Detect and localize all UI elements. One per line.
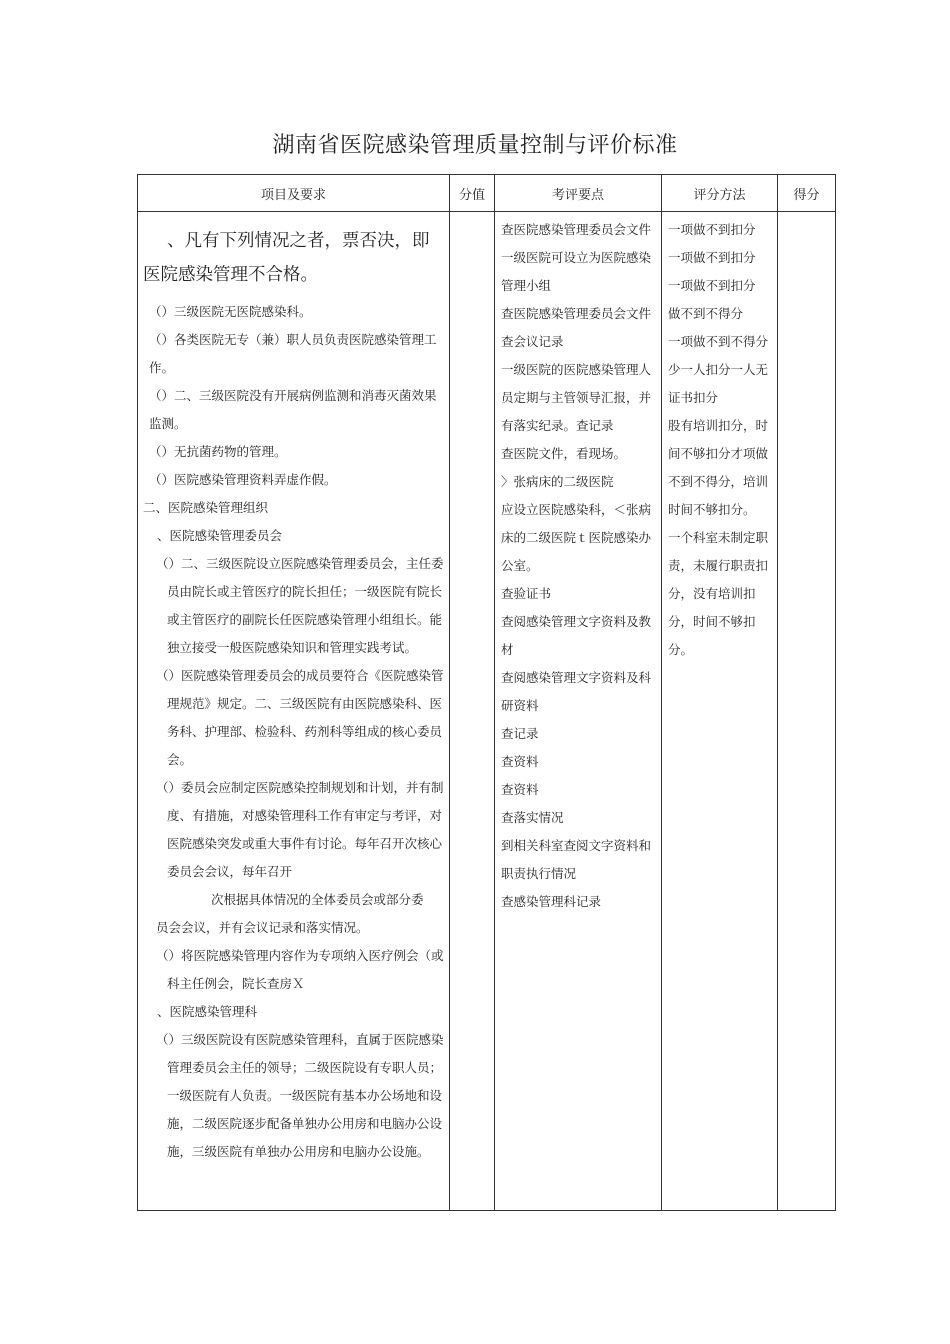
key-point-item: 〉张病床的二级医院	[501, 474, 614, 489]
scoring-methods-list	[662, 212, 777, 664]
requirement-item: 、医院感染管理科	[157, 1004, 258, 1019]
requirement-item: （）将医院感染管理内容作为专项纳入医疗例会（或科主任例会，院长查房Ｘ	[156, 948, 444, 991]
key-points-cell	[495, 212, 662, 1211]
key-point-item: 到相关科室查阅文字资料和职责执行情况	[501, 838, 652, 881]
score-cell	[778, 212, 836, 1211]
evaluation-table	[137, 174, 836, 1211]
items-cell	[138, 212, 450, 1211]
header-score: 得分	[778, 175, 836, 212]
header-scoring-method: 评分方法	[662, 175, 778, 212]
key-point-item: 查医院感染管理委员会文件	[501, 222, 652, 237]
key-point-item: 查会议记录	[501, 334, 564, 349]
requirement-item: （）三级医院无医院感染科。	[149, 304, 312, 319]
requirement-item: 、医院感染管理委员会	[157, 528, 283, 543]
scoring-method-item: 股有培训扣分，时间不够扣分才项做不到不得分，培训时间不够扣分。	[668, 418, 769, 517]
key-point-item: 应设立医院感染科，＜张病床的二级医院ｔ医院感染办公室。	[501, 502, 652, 573]
key-point-item: 查资料	[501, 754, 539, 769]
key-point-item: 查感染管理科记录	[501, 894, 602, 909]
requirement-item: 二、医院感染管理组织	[143, 500, 269, 515]
requirement-item: （）医院感染管理委员会的成员要符合《医院感染管理规范》规定。二、三级医院有由医院感染科、医务科、护理部、检验科、药剂科等组成的核心委员会。	[156, 668, 444, 767]
header-key-points: 考评要点	[495, 175, 662, 212]
table-header-row	[138, 175, 836, 212]
scoring-method-item: 一项做不到扣分	[668, 278, 756, 293]
key-point-item: 查医院文件，看现场。	[501, 446, 627, 461]
requirement-item: （）各类医院无专（兼）职人员负责医院感染管理工作。	[149, 332, 437, 375]
table-row	[138, 212, 836, 1211]
key-point-item: 一级医院的医院感染管理人员定期与主管领导汇报，并有落实纪录。查记录	[501, 362, 652, 433]
scoring-method-cell	[662, 212, 778, 1211]
key-point-item: 查记录	[501, 726, 539, 741]
page-title: 湖南省医院感染管理质量控制与评价标准	[272, 133, 678, 158]
scoring-method-item: 一个科室未制定职责，未履行职责扣分，没有培训扣分，时间不够扣分。	[668, 530, 769, 657]
veto-lead-text: 、凡有下列情况之者，票否决，即医院感染管理不合格。	[143, 231, 430, 285]
requirement-item: （）委员会应制定医院感染控制规划和计划，并有制度、有措施，对感染管理科工作有审定与考评，对医院感染突发或重大事件有讨论。每年召开次核心委员会会议，每年召开	[156, 780, 444, 879]
requirement-item: 次根据具体情况的全体委员会或部分委	[211, 892, 424, 907]
requirement-item: 员会会议，并有会议记录和落实情况。	[156, 920, 369, 935]
requirement-item: （）医院感染管理资料弄虚作假。	[149, 472, 337, 487]
scoring-method-item: 做不到不得分	[668, 306, 744, 321]
items-list	[138, 212, 449, 1166]
scoring-method-item: 一项做不到扣分	[668, 250, 756, 265]
scoring-method-item: 一项做不到扣分	[668, 222, 756, 237]
score-value-cell	[450, 212, 495, 1211]
requirement-item: （）无抗菌药物的管理。	[149, 444, 287, 459]
requirement-item: （）三级医院设有医院感染管理科，直属于医院感染管理委员会主任的领导；二级医院设有专职人员；一级医院有人负责。一级医院有基本办公场地和设施，二级医院逐步配备单独办公用房和电脑办公设施，三级医院有单独办公用房和电脑办公设施。	[156, 1032, 444, 1159]
key-point-item: 查资料	[501, 782, 539, 797]
key-point-item: 查验证书	[501, 586, 552, 601]
key-point-item: 查阅感染管理文字资料及教材	[501, 614, 652, 657]
requirement-item: （）二、三级医院没有开展病例监测和消毒灭菌效果监测。	[149, 388, 437, 431]
header-score-value: 分值	[450, 175, 495, 212]
key-point-item: 一级医院可设立为医院感染管理小组	[501, 250, 652, 293]
scoring-method-item: 少一人扣分一人无证书扣分	[668, 362, 769, 405]
key-points-list	[495, 212, 661, 916]
requirement-item: （）二、三级医院设立医院感染管理委员会，主任委员由院长或主管医疗的院长担任；一级医院有院长或主管医疗的副院长任医院感染管理小组组长。能独立接受一般医院感染知识和管理实践考试。	[156, 556, 444, 655]
header-items: 项目及要求	[138, 175, 450, 212]
scoring-method-item: 一项做不到不得分	[668, 334, 769, 349]
key-point-item: 查阅感染管理文字资料及科研资料	[501, 670, 652, 713]
key-point-item: 查医院感染管理委员会文件	[501, 306, 652, 321]
key-point-item: 查落实情况	[501, 810, 564, 825]
